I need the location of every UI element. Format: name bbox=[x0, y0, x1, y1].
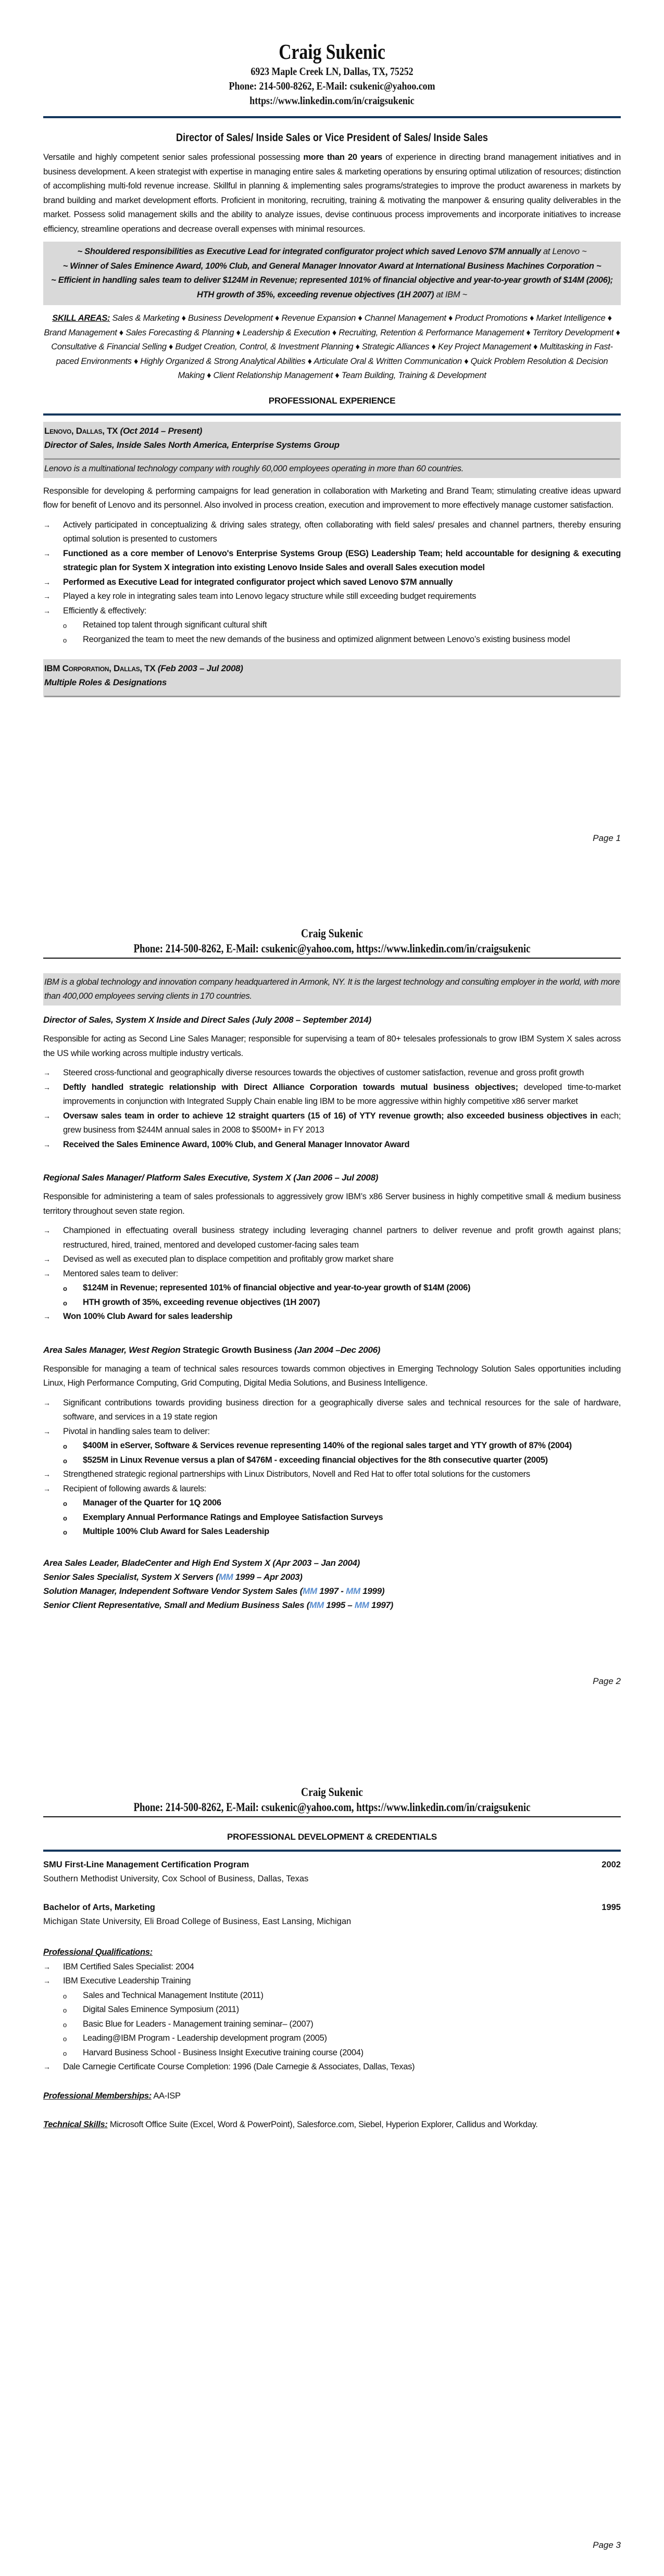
candidate-name: Craig Sukenic bbox=[279, 40, 385, 64]
award-item: o Multiple 100% Club Award for Sales Leadership bbox=[43, 1525, 621, 1539]
sub-list-item: o $525M in Linux Revenue versus a plan of $476M - exceeding financial objectives for the 8th consecutive quarter (2005) bbox=[43, 1453, 621, 1468]
page-1 bbox=[0, 0, 664, 859]
training-item: o Basic Blue for Leaders - Management training seminar– (2007) bbox=[43, 2017, 621, 2032]
list-item: → Efficiently & effectively: o Retained top talent through significant cultural shift o Reorganized the team to meet the new demands of the business and optimized alignment between Lenovo’s existing business model bbox=[43, 604, 621, 647]
memberships: Professional Memberships: AA-ISP bbox=[43, 2091, 181, 2101]
list-item: → Played a key role in integrating sales team into Lenovo legacy structure while still exceeding budget requirements bbox=[43, 589, 621, 604]
resume-header bbox=[43, 0, 621, 108]
section-divider bbox=[43, 413, 621, 416]
education-year: 1995 bbox=[602, 1903, 621, 1912]
role-title: Director of Sales, System X Inside and Direct Sales (July 2008 – September 2014) bbox=[43, 1015, 371, 1025]
qualifications-heading: Professional Qualifications: bbox=[43, 1947, 153, 1957]
role-achievements bbox=[43, 1224, 621, 1324]
career-highlights bbox=[43, 242, 621, 305]
education-school: Southern Methodist University, Cox School of Business, Dallas, Texas bbox=[43, 1874, 309, 1883]
company-description: IBM is a global technology and innovation company headquartered in Armonk, NY. It is the largest technology and consulting employer in the world, with more than 400,000 employees serving clients in 170 countries. bbox=[43, 973, 621, 1006]
role-achievements bbox=[43, 1396, 621, 1539]
header-divider bbox=[43, 116, 621, 118]
section-title-credentials: PROFESSIONAL DEVELOPMENT & CREDENTIALS bbox=[227, 1832, 437, 1842]
address: 6923 Maple Creek LN, Dallas, TX, 75252 bbox=[250, 65, 414, 78]
contact-line: Phone: 214-500-8262, E-Mail: csukenic@yahoo.com bbox=[229, 80, 435, 92]
list-item: → Strengthened strategic regional partnerships with Linux Distributors, Novell and Red Hat to offer total solutions for the customers bbox=[43, 1467, 621, 1482]
training-item: o Harvard Business School - Business Insight Executive training course (2004) bbox=[43, 2046, 621, 2060]
role-summary: Responsible for acting as Second Line Sales Manager; responsible for supervising a team of 80+ telesales professionals to grow IBM System X sales across the US while working across multiple industry verticals. bbox=[43, 1034, 621, 1058]
page-2 bbox=[0, 859, 664, 1717]
continuation-header bbox=[43, 1717, 621, 1815]
list-item: → Performed as Executive Lead for integrated configurator project which saved Lenovo $7M annually bbox=[43, 575, 621, 590]
award-item: o Exemplary Annual Performance Ratings and Employee Satisfaction Surveys bbox=[43, 1511, 621, 1525]
sub-list-item: o HTH growth of 35%, exceeding revenue objectives (1H 2007) bbox=[43, 1296, 621, 1310]
list-item: → IBM Executive Leadership Training o Sales and Technical Management Institute (2011) o Digital Sales Eminence Symposium (2011) o Basic Blue for Leaders - Management training seminar– (2007) o Leading@IBM Program - Leadership development program (2005) o Harvard Business School - Business Insight Executive training course (2004) bbox=[43, 1974, 621, 2060]
list-item: → Actively participated in conceptualizing & driving sales strategy, often collaborating with field sales/ presales and channel partners, thereby ensuring optimal solution is presented to customers bbox=[43, 518, 621, 547]
sub-list-item: o $400M in eServer, Software & Services revenue representing 140% of the regional sales target and YTY growth of 87% (2004) bbox=[43, 1439, 621, 1453]
education-item bbox=[43, 1858, 621, 1872]
company-name: IBM Corporation, Dallas, TX bbox=[44, 663, 156, 673]
candidate-name: Craig Sukenic bbox=[301, 1786, 363, 1799]
list-item: → Won 100% Club Award for sales leadership bbox=[43, 1310, 621, 1324]
education-title: Bachelor of Arts, Marketing bbox=[43, 1903, 155, 1912]
contact-line: Phone: 214-500-8262, E-Mail: csukenic@yahoo.com, https://www.linkedin.com/in/craigsukenic bbox=[133, 942, 531, 955]
list-item: → Dale Carnegie Certificate Course Completion: 1996 (Dale Carnegie & Associates, Dallas, Texas) bbox=[43, 2060, 621, 2075]
objective-title: Director of Sales/ Inside Sales or Vice President of Sales/ Inside Sales bbox=[176, 132, 488, 144]
header-divider bbox=[43, 958, 621, 959]
list-item: → Oversaw sales team in order to achieve 12 straight quarters (15 of 16) of YTY revenue growth; also exceeded business objectives in each; grew business from $244M annual sales in 2008 to $500M+ in FY 2013 bbox=[43, 1109, 621, 1138]
list-item: → Devised as well as executed plan to displace competition and profitably grow market share bbox=[43, 1252, 621, 1267]
role-achievements bbox=[43, 1066, 621, 1152]
lenovo-achievements bbox=[43, 518, 621, 647]
list-item: → Functioned as a core member of Lenovo's Enterprise Systems Group (ESG) Leadership Team; held accountable for designing & executing strategic plan for System X integration into existing Lenovo Inside Sales and overall Sales execution model bbox=[43, 547, 621, 575]
highlight-item: ~ Efficient in handling sales team to deliver $124M in Revenue; represented 101% of financial objective and year-to-year growth of $14M (2006); HTH growth of 35%, exceeding revenue objectives (1H 2007) at IBM ~ bbox=[51, 275, 613, 299]
candidate-name: Craig Sukenic bbox=[301, 927, 363, 940]
contact-line: Phone: 214-500-8262, E-Mail: csukenic@yahoo.com, https://www.linkedin.com/in/craigsukenic bbox=[133, 1801, 531, 1814]
company-name: Lenovo, Dallas, TX bbox=[44, 425, 118, 436]
page-number: Page 3 bbox=[593, 2540, 621, 2550]
sub-list-item: o Retained top talent through significant cultural shift bbox=[43, 618, 621, 633]
role-title: Area Sales Manager, West Region Strategic Growth Business (Jan 2004 –Dec 2006) bbox=[43, 1344, 381, 1355]
earlier-roles bbox=[43, 1556, 621, 1612]
award-item: o Manager of the Quarter for 1Q 2006 bbox=[43, 1496, 621, 1511]
highlight-item: ~ Shouldered responsibilities as Executive Lead for integrated configurator project which saved Lenovo $7M annually at Lenovo ~ bbox=[77, 247, 587, 256]
list-item: → IBM Certified Sales Specialist: 2004 bbox=[43, 1960, 621, 1975]
highlight-item: ~ Winner of Sales Eminence Award, 100% Club, and General Manager Innovator Award at International Business Machines Corporation ~ bbox=[62, 261, 602, 271]
role-title: Regional Sales Manager/ Platform Sales Executive, System X (Jan 2006 – Jul 2008) bbox=[43, 1173, 379, 1183]
section-title-experience: PROFESSIONAL EXPERIENCE bbox=[268, 395, 396, 406]
training-item: o Sales and Technical Management Institute (2011) bbox=[43, 1989, 621, 2003]
qualifications-list bbox=[43, 1960, 621, 2075]
list-item: → Significant contributions towards providing business direction for a geographically diverse sales and technical resources for the sale of hardware, software, and services in a 19 state region bbox=[43, 1396, 621, 1425]
list-item: → Steered cross-functional and geographically diverse resources towards the objectives of customer satisfaction, revenue and gross profit growth bbox=[43, 1066, 621, 1080]
sub-list-item: o Reorganized the team to meet the new demands of the business and optimized alignment between Lenovo’s existing business model bbox=[43, 633, 621, 647]
skill-areas-label: SKILL AREAS: bbox=[52, 313, 110, 323]
list-item: → Pivotal in handling sales team to deliver: o $400M in eServer, Software & Services revenue representing 140% of the regional sales target and YTY growth of 87% (2004) o $525M in Linux Revenue versus a plan of $476M - exceeding financial objectives for the 8th consecutive quarter (2005) bbox=[43, 1425, 621, 1468]
list-item: → Received the Sales Eminence Award, 100% Club, and General Manager Innovator Award bbox=[43, 1138, 621, 1152]
role-title: Area Sales Leader, BladeCenter and High End System X (Apr 2003 – Jan 2004) bbox=[43, 1557, 360, 1568]
sub-list-item: o $124M in Revenue; represented 101% of financial objective and year-to-year growth of $14M (2006) bbox=[43, 1281, 621, 1296]
education-title: SMU First-Line Management Certification Program bbox=[43, 1860, 249, 1869]
section-divider bbox=[43, 1850, 621, 1852]
training-item: o Leading@IBM Program - Leadership development program (2005) bbox=[43, 2031, 621, 2046]
continuation-header bbox=[43, 859, 621, 957]
company-header-ibm: IBM Corporation, Dallas, TX (Feb 2003 – Jul 2008) Multiple Roles & Designations bbox=[43, 659, 621, 701]
technical-skills: Technical Skills: Microsoft Office Suite (Excel, Word & PowerPoint), Salesforce.com, Siebel, Hyperion Explorer, Callidus and Workday. bbox=[43, 2120, 538, 2129]
company-header-lenovo: Lenovo, Dallas, TX (Oct 2014 – Present) Director of Sales, Inside Sales North America, Enterprise Systems Group bbox=[43, 422, 621, 460]
linkedin-link[interactable]: https://www.linkedin.com/in/craigsukenic bbox=[249, 94, 415, 107]
list-item: → Recipient of following awards & laurels: o Manager of the Quarter for 1Q 2006 o Exemplary Annual Performance Ratings and Employee Satisfaction Surveys o Multiple 100% Club Award for Sales Leadership bbox=[43, 1482, 621, 1539]
company-description: Lenovo is a multinational technology company with roughly 60,000 employees operating in more than 60 countries. bbox=[43, 460, 621, 478]
education-school: Michigan State University, Eli Broad College of Business, East Lansing, Michigan bbox=[43, 1917, 352, 1926]
list-item: → Deftly handled strategic relationship with Direct Alliance Corporation towards mutual business objectives; developed time-to-market improvements in conjunction with Integrated Supply Chain enable ling IBM to be more aggressive within highly competitive x86 server market bbox=[43, 1080, 621, 1109]
role-title: Senior Sales Specialist, System X Servers (MM 1999 – Apr 2003) bbox=[43, 1572, 303, 1582]
job-title: Multiple Roles & Designations bbox=[44, 677, 167, 687]
job-title: Director of Sales, Inside Sales North America, Enterprise Systems Group bbox=[44, 439, 340, 450]
role-summary: Responsible for administering a team of sales professionals to aggressively grow IBM’s x86 Server business in highly competitive small & medium business territory throughout seven state region. bbox=[43, 1192, 621, 1216]
role-summary: Responsible for managing a team of technical sales resources towards common objectives in Emerging Technology Solution Sales opportunities including Linux, High Performance Computing, Grid Computing, Digital Media Solutions, and Business Intelligence. bbox=[43, 1364, 621, 1388]
role-title: Solution Manager, Independent Software Vendor System Sales (MM 1997 - MM 1999) bbox=[43, 1586, 385, 1596]
page-number: Page 1 bbox=[593, 833, 621, 843]
page-number: Page 2 bbox=[593, 1676, 621, 1686]
role-title: Senior Client Representative, Small and Medium Business Sales (MM 1995 – MM 1997) bbox=[43, 1600, 394, 1610]
list-item: → Mentored sales team to deliver: o $124M in Revenue; represented 101% of financial objective and year-to-year growth of $14M (2006) o HTH growth of 35%, exceeding revenue objectives (1H 2007) bbox=[43, 1267, 621, 1310]
skill-areas: SKILL AREAS: Sales & Marketing ♦ Business Development ♦ Revenue Expansion ♦ Channel Management ♦ Product Promotions ♦ Market Intelligence ♦ Brand Management ♦ Sales Forecasting & Planning ♦ Leadership & Execution ♦ Recruiting, Retention & Performance Management ♦ Territory Development ♦ Consultative & Financial Selling ♦ Budget Creation, Control, & Investment Planning ♦ Strategic Alliances ♦ Key Project Management ♦ Multitasking in Fast-paced Environments ♦ Highly Organized & Strong Analytical Abilities ♦ Articulate Oral & Written Communication ♦ Quick Problem Resolution & Decision Making ♦ Client Relationship Management ♦ Team Building, Training & Development bbox=[44, 313, 620, 380]
training-item: o Digital Sales Eminence Symposium (2011) bbox=[43, 2003, 621, 2017]
list-item: → Championed in effectuating overall business strategy including leveraging channel partners to deliver revenue and profit growth against plans; restructured, hired, trained, mentored and developed customer-facing sales team bbox=[43, 1224, 621, 1252]
education-year: 2002 bbox=[602, 1860, 621, 1869]
role-summary: Responsible for developing & performing campaigns for lead generation in collaboration with Marketing and Brand Team; stimulating creative ideas upward flow for benefit of Lenovo and its personnel. Also involved in process creation, execution and improvement to more effectively manage customer satisfaction. bbox=[43, 486, 621, 510]
education-item bbox=[43, 1901, 621, 1915]
profile-summary: Versatile and highly competent senior sales professional possessing more than 20 years of experience in directing brand management initiatives and in business development. A keen strategist with expertise in managing entire sales & marketing operations by ensuring optimal utilization of resources; distinction of accomplishing multi-fold revenue increase. Skillful in planning & implementing sales programs/strategies to improve the product awareness in markets by brand building and market development efforts. Proficient in monitoring, recruiting, training & motivating the manpower & ensuring quality deliverables in the market. Possess solid management skills and the ability to analyze issues, devise continuous process improvements and incorporate initiatives to increase efficiency, streamline operations and decrease overall expenses with minimal resources. bbox=[43, 153, 621, 234]
page-3 bbox=[0, 1717, 664, 2576]
header-divider bbox=[43, 1816, 621, 1817]
